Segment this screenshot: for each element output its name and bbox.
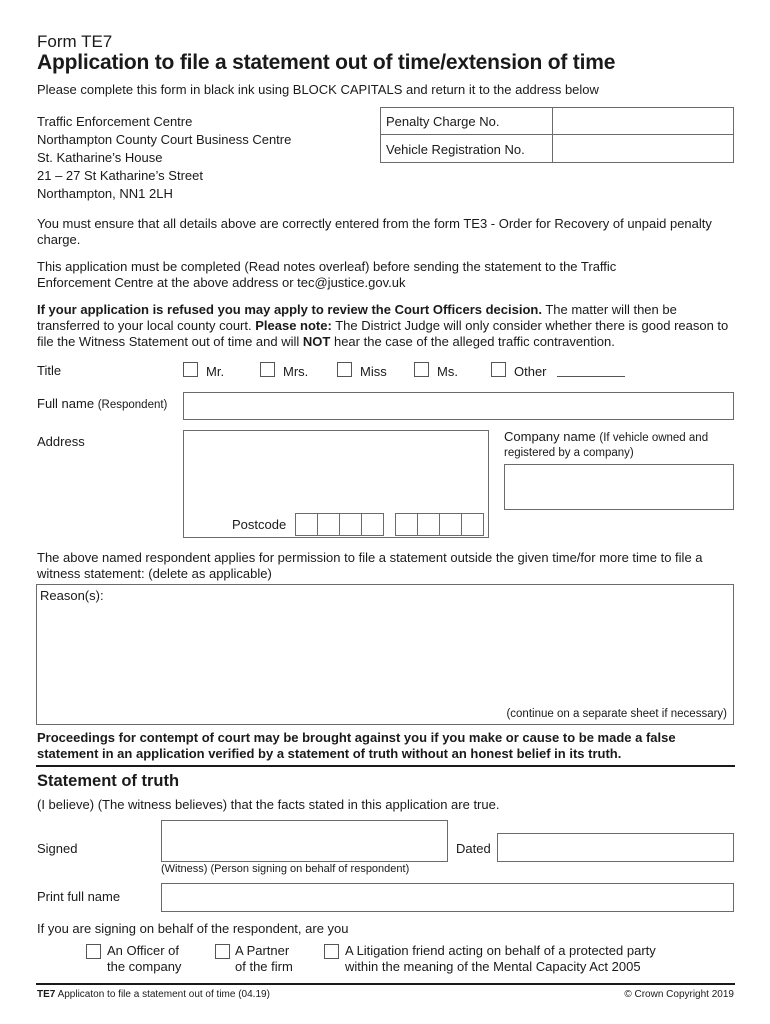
- complete-note: This application must be completed (Read notes overleaf) before sending the statement to the Traffic Enforcement Centre at the above address or tec@justice.gov.uk: [37, 259, 617, 290]
- address-line: Northampton County Court Business Centre: [37, 132, 292, 147]
- title-mr-checkbox[interactable]: [183, 362, 198, 377]
- continue-note: (continue on a separate sheet if necessary): [506, 708, 727, 720]
- officer-label: An Officer of the company: [107, 943, 182, 974]
- litigation-friend-checkbox[interactable]: [324, 944, 339, 959]
- signed-label: Signed: [37, 841, 78, 856]
- title-miss-label: Miss: [360, 364, 387, 379]
- company-label: Company name (If vehicle owned and registered by a company): [504, 429, 709, 459]
- company-input[interactable]: [504, 464, 734, 510]
- postcode-char-6[interactable]: [417, 513, 440, 536]
- form-number: Form TE7: [37, 32, 113, 51]
- penalty-charge-label: Penalty Charge No.: [386, 114, 500, 129]
- instruction-text: Please complete this form in black ink using BLOCK CAPITALS and return it to the address below: [37, 82, 599, 97]
- statement-text: (I believe) (The witness believes) that the facts stated in this application are true.: [37, 797, 500, 812]
- title-ms-checkbox[interactable]: [414, 362, 429, 377]
- litigation-friend-label: A Litigation friend acting on behalf of a protected party within the meaning of the Mental Capacity Act 2005: [345, 943, 656, 974]
- postcode-char-3[interactable]: [339, 513, 362, 536]
- return-address: [37, 113, 291, 203]
- title-other-label: Other: [514, 364, 547, 379]
- postcode-label: Postcode: [232, 517, 287, 532]
- dated-label: Dated: [456, 841, 491, 856]
- print-name-label: Print full name: [37, 889, 121, 904]
- contempt-warning: Proceedings for contempt of court may be brought against you if you make or cause to be made a false statement in an application verified by a statement of truth without an honest belief in its truth.: [37, 730, 676, 761]
- signed-sublabel: (Witness) (Person signing on behalf of respondent): [161, 863, 410, 875]
- postcode-char-5[interactable]: [395, 513, 418, 536]
- reasons-input[interactable]: [36, 584, 734, 725]
- postcode-char-4[interactable]: [361, 513, 384, 536]
- fullname-label: Full name (Respondent): [37, 396, 168, 411]
- penalty-charge-label-cell: [380, 107, 553, 135]
- postcode-char-7[interactable]: [439, 513, 462, 536]
- vehicle-reg-label: Vehicle Registration No.: [386, 142, 525, 157]
- title-mrs-label: Mrs.: [283, 364, 309, 379]
- footer-copyright: © Crown Copyright 2019: [624, 989, 734, 1000]
- reference-table: [380, 107, 734, 163]
- vehicle-reg-label-cell: [380, 134, 553, 163]
- title-mrs-checkbox[interactable]: [260, 362, 275, 377]
- section-divider: [36, 765, 735, 767]
- address-label: Address: [37, 434, 85, 449]
- footer-divider: [36, 983, 735, 985]
- fullname-input[interactable]: [183, 392, 734, 420]
- title-label: Title: [37, 363, 62, 378]
- title-miss-checkbox[interactable]: [337, 362, 352, 377]
- postcode-char-8[interactable]: [461, 513, 484, 536]
- date-input[interactable]: [497, 833, 734, 862]
- title-other-line[interactable]: [557, 376, 625, 377]
- statement-heading: Statement of truth: [37, 772, 180, 790]
- reasons-label: Reason(s):: [40, 588, 104, 603]
- footer-form-ref: TE7 Applicaton to file a statement out of time (04.19): [37, 989, 270, 1000]
- address-line: Northampton, NN1 2LH: [37, 186, 173, 201]
- address-line: St. Katharine’s House: [37, 150, 163, 165]
- page-title: Application to file a statement out of time/extension of time: [37, 51, 616, 74]
- print-name-input[interactable]: [161, 883, 734, 912]
- title-mr-label: Mr.: [206, 364, 225, 379]
- postcode-char-2[interactable]: [317, 513, 340, 536]
- address-line: 21 – 27 St Katharine’s Street: [37, 168, 203, 183]
- signature-input[interactable]: [161, 820, 448, 862]
- address-line: Traffic Enforcement Centre: [37, 114, 193, 129]
- behalf-question: If you are signing on behalf of the respondent, are you: [37, 921, 349, 936]
- penalty-charge-input[interactable]: [552, 107, 734, 135]
- title-ms-label: Ms.: [437, 364, 458, 379]
- application-text: The above named respondent applies for permission to file a statement outside the given time/for more time to file a witness statement: (delete as applicable): [37, 550, 703, 581]
- partner-checkbox[interactable]: [215, 944, 230, 959]
- ensure-note: You must ensure that all details above are correctly entered from the form TE3 - Order for Recovery of unpaid penalty charge.: [37, 216, 712, 247]
- postcode-char-1[interactable]: [295, 513, 318, 536]
- title-other-checkbox[interactable]: [491, 362, 506, 377]
- officer-checkbox[interactable]: [86, 944, 101, 959]
- refused-note: If your application is refused you may apply to review the Court Officers decision. The matter will then be transferred to your local county court. Please note: The District Judge will only consider whether there is good reason to file the Witness Statement out of time and will NOT hear the case of the alleged traffic contravention.: [37, 302, 729, 349]
- partner-label: A Partner of the firm: [235, 943, 293, 974]
- vehicle-reg-input[interactable]: [552, 134, 734, 163]
